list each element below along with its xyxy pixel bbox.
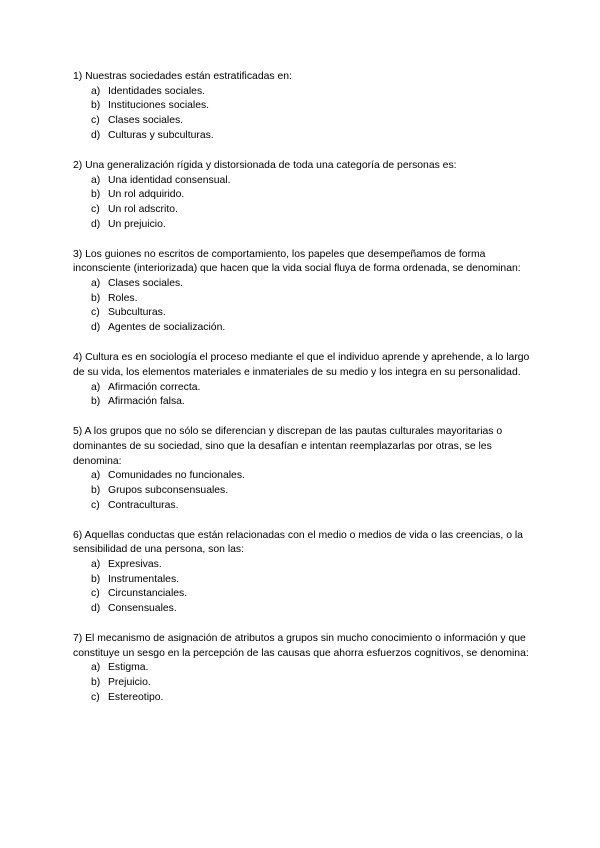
option-text: Un rol adscrito. (108, 203, 178, 215)
option-letter: a) (91, 470, 101, 482)
option-letter: a) (91, 174, 101, 186)
question-text: 6) Aquellas conductas que están relacionadas con el medio o medios de vida o las creencias, o la sensibilidad de una persona, son las: (73, 529, 523, 556)
option-a (73, 558, 535, 573)
option-text: Estigma. (108, 662, 149, 674)
option-letter: c) (91, 499, 100, 511)
option-b (73, 292, 535, 307)
option-a (73, 277, 535, 292)
question-4 (73, 351, 535, 410)
option-text: Instrumentales. (108, 573, 180, 585)
option-c (73, 306, 535, 321)
option-b (73, 484, 535, 499)
option-text: Comunidades no funcionales. (108, 470, 245, 482)
question-2 (73, 159, 535, 232)
option-list (73, 277, 535, 336)
option-text: Un prejuicio. (108, 218, 166, 230)
question-text: 1) Nuestras sociedades están estratificadas en: (73, 71, 292, 82)
option-letter: b) (91, 396, 101, 408)
option-c (73, 587, 535, 602)
option-b (73, 188, 535, 203)
option-letter: a) (91, 558, 101, 570)
option-text: Un rol adquirido. (108, 189, 185, 201)
option-letter: c) (91, 203, 100, 215)
option-text: Grupos subconsensuales. (108, 484, 229, 496)
option-letter: b) (91, 189, 101, 201)
option-c (73, 114, 535, 129)
option-text: Una identidad consensual. (108, 174, 231, 186)
option-text: Expresivas. (108, 558, 162, 570)
option-text: Afirmación falsa. (108, 396, 185, 408)
option-a (73, 469, 535, 484)
option-list (73, 381, 535, 410)
option-b (73, 99, 535, 114)
option-text: Subculturas. (108, 307, 166, 319)
option-letter: b) (91, 100, 101, 112)
option-c (73, 499, 535, 514)
option-letter: a) (91, 662, 101, 674)
question-3 (73, 248, 535, 336)
question-6 (73, 529, 535, 617)
option-list (73, 558, 535, 617)
option-text: Clases sociales. (108, 115, 184, 126)
option-b (73, 395, 535, 410)
question-text: 5) A los grupos que no sólo se diferencian y discrepan de las pautas culturales mayoritarias o dominantes de su sociedad, sino que la desafían e intentan reemplazarlas por otras, se les denomina: (73, 426, 503, 467)
option-letter: d) (91, 218, 101, 230)
option-text: Culturas y subculturas. (108, 129, 214, 141)
option-text: Identidades sociales. (108, 85, 206, 97)
option-text: Roles. (108, 292, 138, 304)
question-7 (73, 632, 535, 705)
option-letter: b) (91, 292, 101, 304)
option-b (73, 573, 535, 588)
option-letter: c) (91, 691, 100, 703)
option-text: Agentes de socialización. (108, 322, 226, 334)
option-letter: d) (91, 603, 101, 615)
option-a (73, 661, 535, 676)
quiz-page (73, 70, 535, 721)
option-letter: c) (91, 115, 100, 126)
option-text: Consensuales. (108, 603, 177, 615)
question-text: 3) Los guiones no escritos de comportamiento, los papeles que desempeñamos de forma inconsciente (interiorizada) que hacen que la vida social fluya de forma ordenada, se denominan: (73, 248, 521, 275)
option-text: Estereotipo. (108, 691, 164, 703)
option-c (73, 691, 535, 706)
option-letter: d) (91, 322, 101, 334)
option-letter: d) (91, 129, 101, 141)
question-text: 7) El mecanismo de asignación de atributos a grupos sin mucho conocimiento o información y que constituye un sesgo en la percepción de las causas que ahorra esfuerzos cognitivos, se denomina: (73, 633, 529, 659)
option-b (73, 676, 535, 691)
option-d (73, 321, 535, 336)
question-1 (73, 70, 535, 143)
option-letter: c) (91, 588, 100, 600)
option-letter: b) (91, 484, 101, 496)
question-text: 4) Cultura es en sociología el proceso mediante el que el individuo aprende y aprehende, a lo largo de su vida, los elementos materiales e inmateriales de su medio y los integra en su personalidad. (73, 352, 530, 378)
option-d (73, 602, 535, 617)
option-letter: a) (91, 381, 101, 393)
option-text: Circunstanciales. (108, 588, 188, 600)
option-letter: a) (91, 85, 101, 97)
question-text: 2) Una generalización rígida y distorsionada de toda una categoría de personas es: (73, 159, 457, 171)
option-text: Clases sociales. (108, 278, 184, 289)
option-a (73, 85, 535, 100)
option-letter: b) (91, 573, 101, 585)
option-letter: a) (91, 278, 101, 289)
option-list (73, 469, 535, 513)
option-text: Contraculturas. (108, 499, 179, 511)
option-text: Instituciones sociales. (108, 100, 210, 112)
option-a (73, 174, 535, 189)
option-text: Prejuicio. (108, 677, 151, 689)
option-letter: b) (91, 677, 101, 689)
option-list (73, 661, 535, 705)
option-a (73, 381, 535, 396)
option-c (73, 203, 535, 218)
question-5 (73, 425, 535, 513)
option-list (73, 85, 535, 144)
option-d (73, 218, 535, 233)
option-d (73, 129, 535, 144)
option-list (73, 174, 535, 233)
option-text: Afirmación correcta. (108, 381, 201, 393)
option-letter: c) (91, 307, 100, 319)
